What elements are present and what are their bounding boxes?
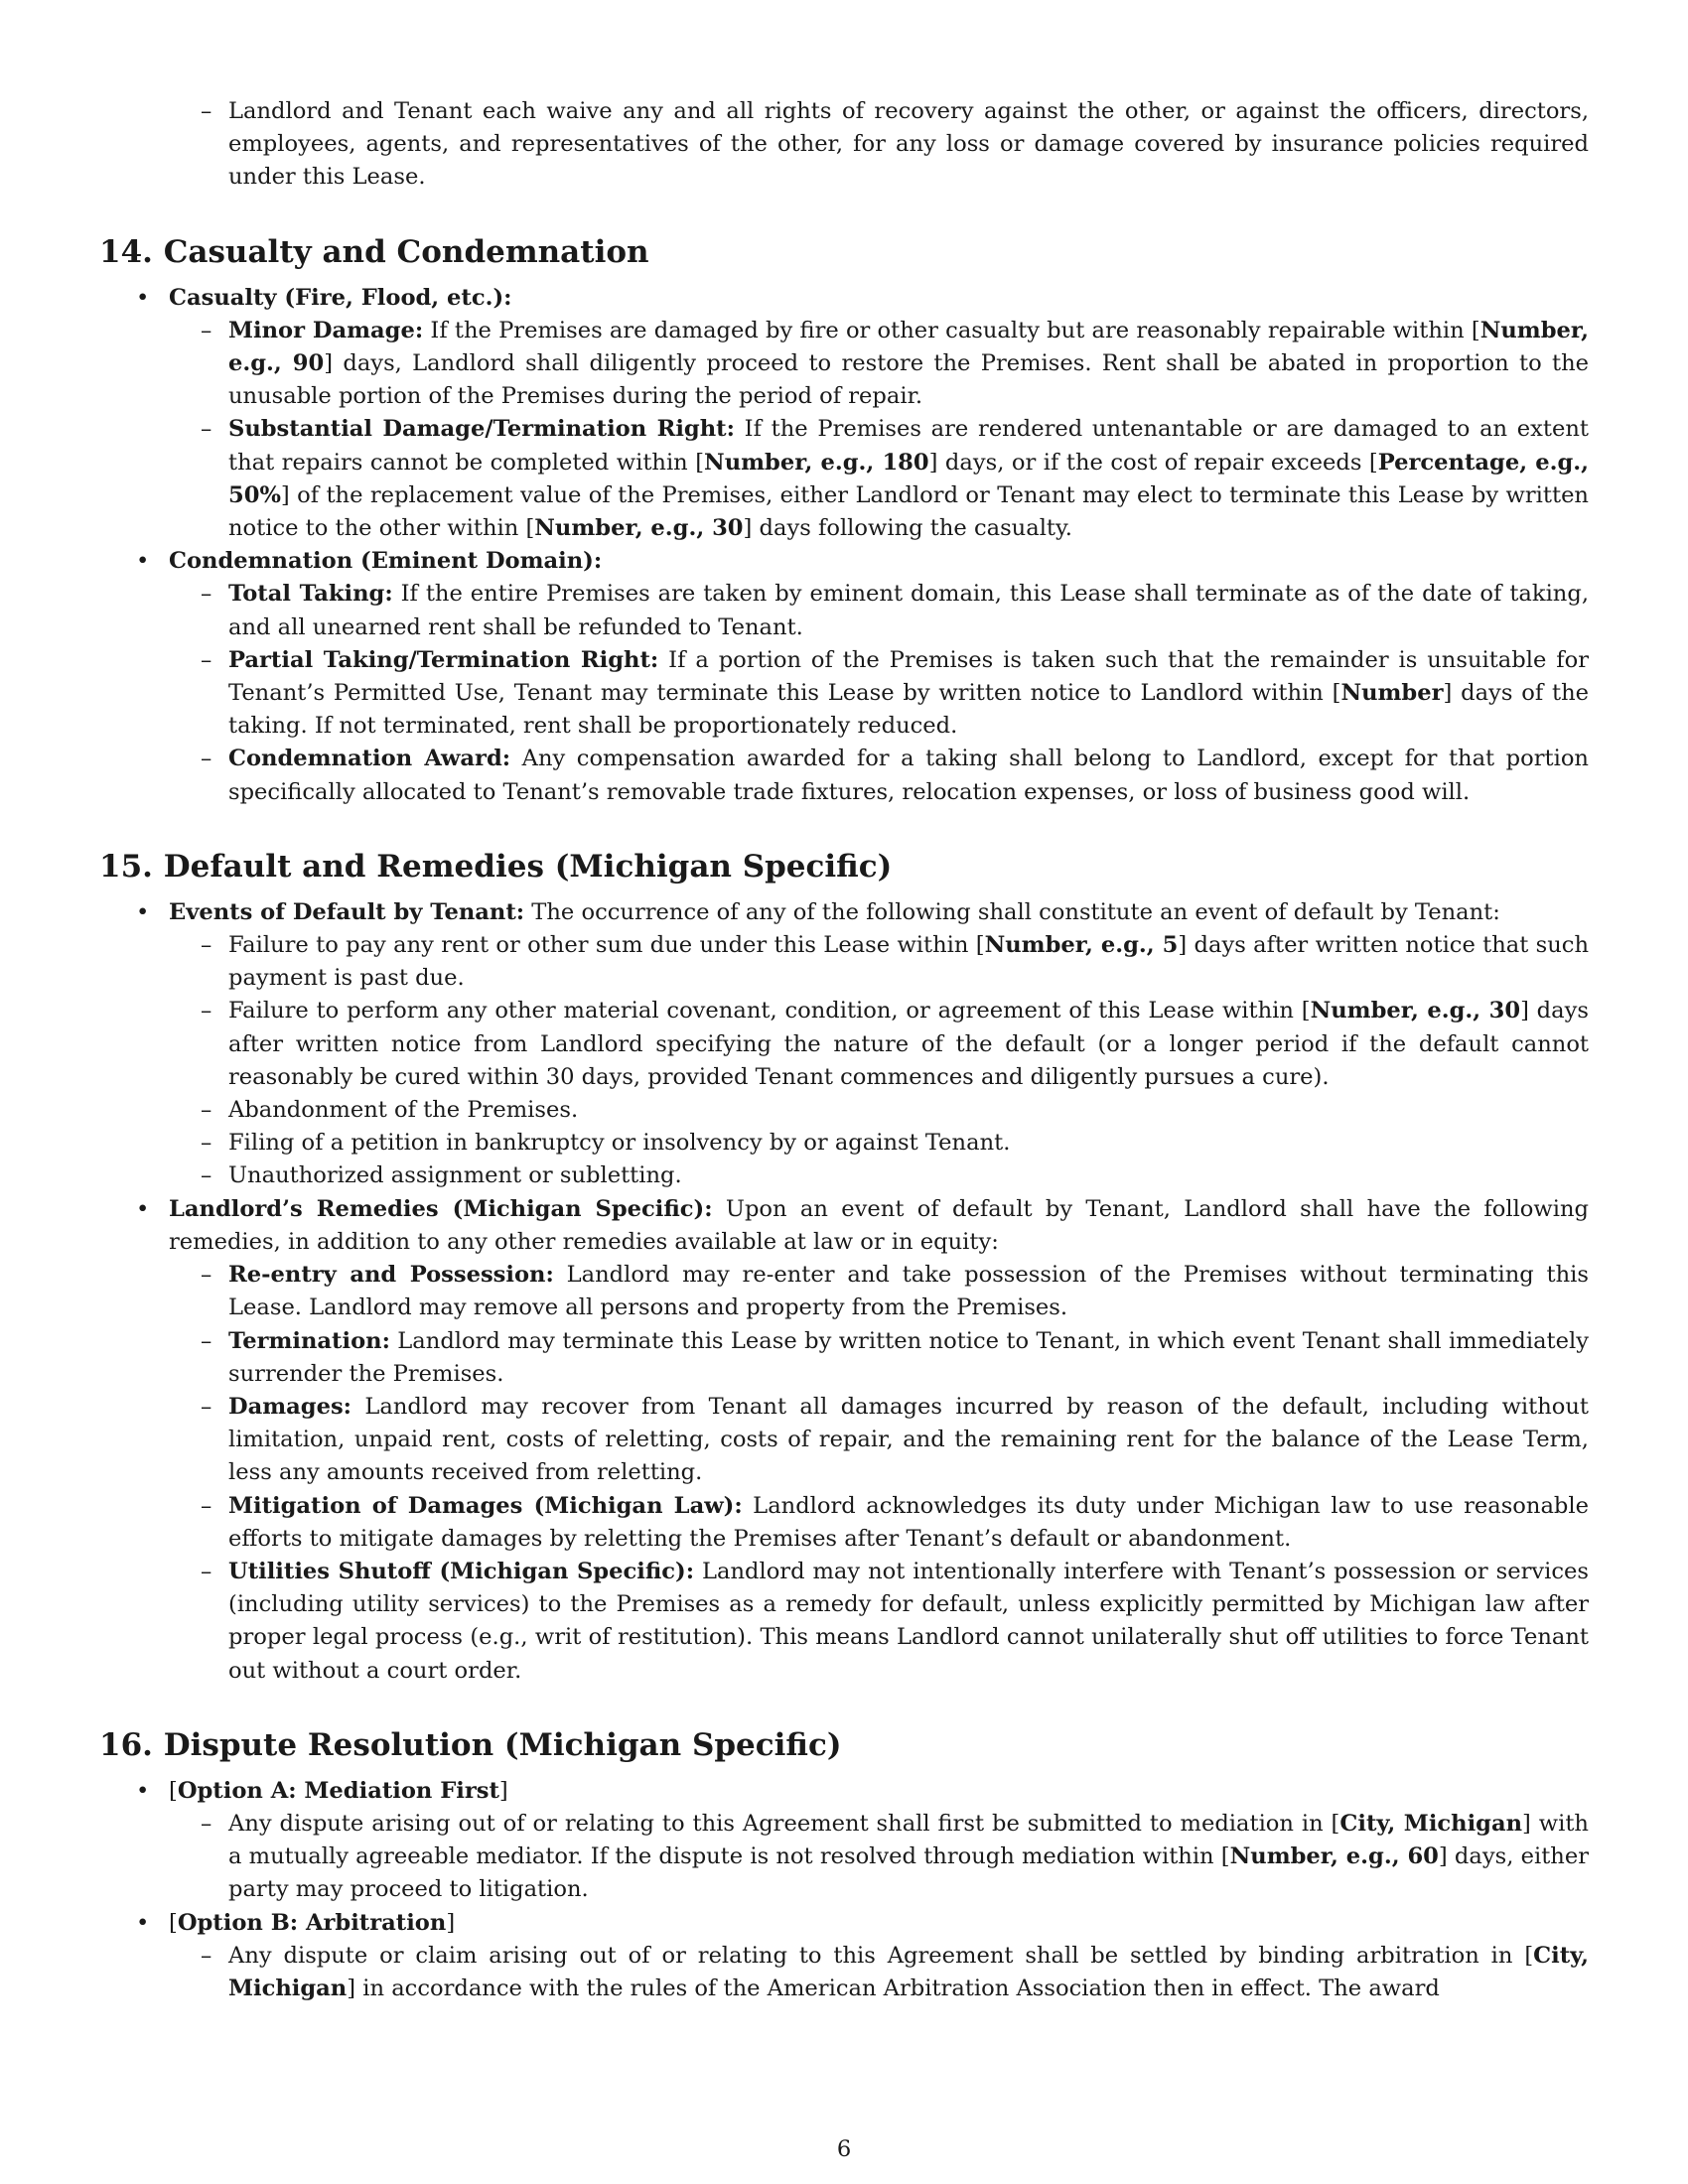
termination-item	[99, 1325, 1589, 1391]
bracket: [	[169, 1777, 178, 1804]
placeholder-field: Number, e.g., 90	[228, 317, 1590, 377]
substantial-damage-text: ] days following the casualty.	[743, 515, 1072, 542]
placeholder-field: Number, e.g., 180	[704, 449, 929, 476]
arbitration-text: Any dispute or claim arising out of or relating to this Agreement shall be settled by binding arbitration in [	[228, 1942, 1534, 1969]
minor-damage-item	[99, 315, 1589, 414]
landlord-remedies-text: Upon an event of default by Tenant, Landlord shall have the following remedies, in addition to any other remedies available at law or in equity:	[169, 1195, 1589, 1255]
casualty-bullet	[99, 282, 1589, 315]
option-b-label: Option B: Arbitration	[177, 1909, 447, 1936]
casualty-label: Casualty (Fire, Flood, etc.):	[169, 284, 512, 311]
partial-taking-text: ] days of the taking. If not terminated, rent shall be proportionately reduced.	[228, 680, 1589, 740]
mediation-text: ] with a mutually agreeable mediator. If the dispute is not resolved through mediation within [	[228, 1810, 1589, 1870]
default-text: Failure to pay any rent or other sum due under this Lease within [	[228, 932, 985, 959]
total-taking-item	[99, 578, 1589, 643]
mitigation-label: Mitigation of Damages (Michigan Law):	[228, 1492, 743, 1519]
condemnation-award-item	[99, 743, 1589, 808]
default-text: ] days after written notice that such payment is past due.	[228, 932, 1590, 992]
default-text: Abandonment of the Premises.	[228, 1097, 579, 1124]
placeholder-field: City, Michigan	[228, 1942, 1589, 2001]
default-text: Unauthorized assignment or subletting.	[228, 1162, 682, 1189]
events-of-default-label: Events of Default by Tenant:	[169, 898, 525, 925]
landlord-remedies-label: Landlord’s Remedies (Michigan Specific):	[169, 1195, 713, 1222]
events-of-default-text: The occurrence of any of the following shall constitute an event of default by Tenant:	[524, 898, 1500, 925]
placeholder-field: City, Michigan	[1339, 1810, 1523, 1837]
substantial-damage-item	[99, 413, 1589, 545]
termination-text: Landlord may terminate this Lease by written notice to Tenant, in which event Tenant shall immediately surrender the Premises.	[228, 1327, 1589, 1387]
condemnation-award-label: Condemnation Award:	[228, 746, 511, 772]
default-item-3	[99, 1094, 1589, 1127]
substantial-damage-label: Substantial Damage/Termination Right:	[228, 416, 735, 443]
substantial-damage-text: ] days, or if the cost of repair exceeds [	[928, 449, 1378, 476]
placeholder-field: Number, e.g., 5	[984, 932, 1179, 959]
substantial-damage-text: ] of the replacement value of the Premises, either Landlord or Tenant may elect to terminate this Lease by written notice to the other within [	[228, 481, 1589, 542]
bracket: ]	[446, 1909, 456, 1936]
minor-damage-text: If the Premises are damaged by fire or other casualty but are reasonably repairable within [	[423, 317, 1480, 343]
default-text: Failure to perform any other material covenant, condition, or agreement of this Lease within [	[228, 998, 1311, 1024]
mitigation-text: Landlord acknowledges its duty under Michigan law to use reasonable efforts to mitigate damages by reletting the Premises after Tenant’s default or abandonment.	[228, 1492, 1589, 1552]
utilities-shutoff-item	[99, 1556, 1589, 1688]
placeholder-field: Percentage, e.g., 50%	[228, 449, 1590, 508]
option-a-bullet	[99, 1775, 1589, 1808]
total-taking-text: If the entire Premises are taken by eminent domain, this Lease shall terminate as of the date of taking, and all unearned rent shall be refunded to Tenant.	[228, 581, 1589, 640]
partial-taking-label: Partial Taking/Termination Right:	[228, 646, 659, 673]
utilities-shutoff-label: Utilities Shutoff (Michigan Specific):	[228, 1558, 695, 1584]
minor-damage-text: ] days, Landlord shall diligently proceed to restore the Premises. Rent shall be abated in proportion to the unusable portion of the Premises during the period of repair.	[228, 350, 1590, 410]
mediation-item	[99, 1808, 1589, 1907]
default-item-1	[99, 929, 1589, 995]
waiver-text: Landlord and Tenant each waive any and all rights of recovery against the other, or against the officers, directors, employees, agents, and representatives of the other, for any loss or damage covered by insurance policies required under this Lease.	[228, 98, 1589, 191]
condemnation-award-text: Any compensation awarded for a taking shall belong to Landlord, except for that portion specifically allocated to Tenant’s removable trade fixtures, relocation expenses, or loss of business good will.	[228, 746, 1589, 805]
section-15-heading: 15. Default and Remedies (Michigan Specific)	[99, 848, 893, 885]
termination-label: Termination:	[228, 1327, 390, 1354]
option-b-bullet	[99, 1907, 1589, 1940]
total-taking-label: Total Taking:	[228, 581, 393, 608]
damages-item	[99, 1391, 1589, 1490]
section-16-heading: 16. Dispute Resolution (Michigan Specific)	[99, 1726, 842, 1763]
default-item-2	[99, 995, 1589, 1094]
bracket: ]	[498, 1777, 508, 1804]
mitigation-item	[99, 1490, 1589, 1556]
default-item-4	[99, 1127, 1589, 1160]
events-of-default-bullet	[99, 896, 1589, 929]
placeholder-field: Number, e.g., 30	[534, 515, 744, 542]
minor-damage-label: Minor Damage:	[228, 317, 424, 343]
utilities-shutoff-text: Landlord may not intentionally interfere with Tenant’s possession or services (including utility services) to the Premises as a remedy for default, unless explicitly permitted by Michigan law after proper legal process (e.g., writ of restitution). This means Landlord cannot unilaterally shut off utilities to force Tenant out without a court order.	[228, 1558, 1590, 1684]
arbitration-item	[99, 1940, 1589, 2005]
bracket: [	[169, 1909, 178, 1936]
mediation-text: Any dispute arising out of or relating to this Agreement shall first be submitted to mediation in [	[228, 1810, 1340, 1837]
default-item-5	[99, 1160, 1589, 1192]
reentry-text: Landlord may re-enter and take possession of the Premises without terminating this Lease. Landlord may remove all persons and property from the Premises.	[228, 1262, 1589, 1321]
placeholder-field: Number, e.g., 60	[1229, 1843, 1439, 1870]
waiver-clause	[99, 95, 1589, 195]
landlord-remedies-bullet	[99, 1193, 1589, 1259]
substantial-damage-text: If the Premises are rendered untenantable or are damaged to an extent that repairs cannot be completed within [	[228, 416, 1589, 476]
placeholder-field: Number	[1340, 680, 1444, 707]
damages-label: Damages:	[228, 1393, 352, 1420]
arbitration-text: ] in accordance with the rules of the American Arbitration Association then in effect. The award	[347, 1975, 1440, 2001]
landlord-remedies-wrap	[99, 1193, 1589, 1259]
document-page	[99, 95, 1589, 2005]
option-a-label: Option A: Mediation First	[177, 1777, 499, 1804]
condemnation-label: Condemnation (Eminent Domain):	[169, 548, 603, 575]
page-number: 6	[836, 2136, 852, 2162]
condemnation-bullet	[99, 545, 1589, 578]
partial-taking-text: If a portion of the Premises is taken such that the remainder is unsuitable for Tenant’s Permitted Use, Tenant may terminate this Lease by written notice to Landlord within [	[228, 646, 1589, 707]
mediation-text: ] days, either party may proceed to litigation.	[228, 1843, 1589, 1903]
section-14-heading: 14. Casualty and Condemnation	[99, 233, 649, 270]
partial-taking-item	[99, 644, 1589, 744]
placeholder-field: Number, e.g., 30	[1310, 998, 1521, 1024]
damages-text: Landlord may recover from Tenant all damages incurred by reason of the default, including without limitation, unpaid rent, costs of reletting, costs of repair, and the remaining rent for the balance of the Lease Term, less any amounts received from reletting.	[228, 1393, 1589, 1486]
default-text: Filing of a petition in bankruptcy or insolvency by or against Tenant.	[228, 1130, 1011, 1157]
default-text: ] days after written notice from Landlord specifying the nature of the default (or a longer period if the default cannot reasonably be cured within 30 days, provided Tenant commences and diligently pursues a cure).	[228, 998, 1589, 1090]
reentry-label: Re-entry and Possession:	[228, 1262, 554, 1289]
reentry-item	[99, 1259, 1589, 1324]
